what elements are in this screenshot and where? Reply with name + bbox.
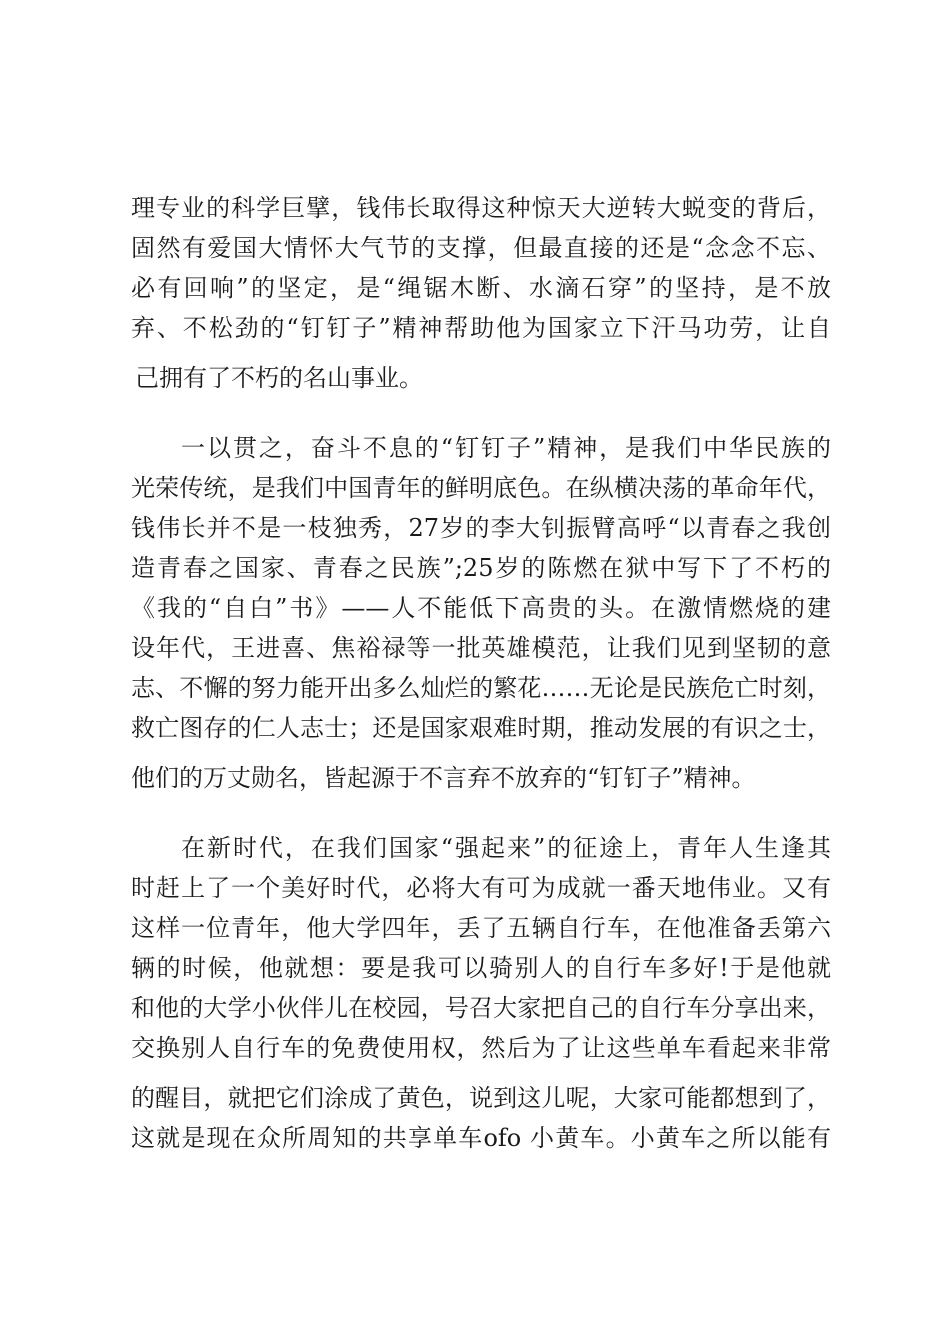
text-line: 弃、不松劲的“钉钉子”精神帮助他为国家立下汗马功劳，让自 (131, 314, 831, 342)
text-line: 《我的“自白”书》——人不能低下高贵的头。在激情燃烧的建 (131, 594, 831, 622)
text-line: 必有回响”的坚定，是“绳锯木断、水滴石穿”的坚持，是不放 (131, 274, 831, 302)
text-line: 和他的大学小伙伴儿在校园，号召大家把自己的自行车分享出来， (131, 994, 831, 1022)
paragraph-first-line: 在新时代，在我们国家“强起来”的征途上，青年人生逢其 (181, 834, 831, 862)
text-line: 己拥有了不朽的名山事业。 (135, 364, 423, 392)
text-line: 这样一位青年，他大学四年，丢了五辆自行车，在他准备丢第六 (131, 914, 831, 942)
text-line: 光荣传统，是我们中国青年的鲜明底色。在纵横决荡的革命年代， (131, 474, 831, 502)
text-line: 时赶上了一个美好时代，必将大有可为成就一番天地伟业。又有 (131, 874, 831, 902)
text-line: 辆的时候，他就想：要是我可以骑别人的自行车多好!于是他就 (131, 954, 831, 982)
text-line: 交换别人自行车的免费使用权，然后为了让这些单车看起来非常 (131, 1034, 831, 1062)
text-line: 他们的万丈勋名，皆起源于不言弃不放弃的“钉钉子”精神。 (131, 764, 756, 792)
text-line: 理专业的科学巨擘，钱伟长取得这种惊天大逆转大蜕变的背后， (131, 194, 831, 222)
text-line: 设年代，王进喜、焦裕禄等一批英雄模范，让我们见到坚韧的意 (131, 634, 831, 662)
text-line: 志、不懈的努力能开出多么灿烂的繁花……无论是民族危亡时刻， (131, 674, 831, 702)
text-line: 造青春之国家、青春之民族”;25岁的陈燃在狱中写下了不朽的 (131, 554, 831, 582)
text-line: 钱伟长并不是一枝独秀，27岁的李大钊振臂高呼“以青春之我创 (131, 514, 831, 542)
text-line: 这就是现在众所周知的共享单车ofo 小黄车。小黄车之所以能有 (131, 1124, 831, 1152)
text-line: 固然有爱国大情怀大气节的支撑，但最直接的还是“念念不忘、 (131, 234, 831, 262)
paragraph-first-line: 一以贯之，奋斗不息的“钉钉子”精神，是我们中华民族的 (181, 434, 831, 462)
text-line: 救亡图存的仁人志士；还是国家艰难时期，推动发展的有识之士， (131, 714, 831, 742)
text-line: 的醒目，就把它们涂成了黄色，说到这儿呢，大家可能都想到了， (131, 1084, 831, 1112)
